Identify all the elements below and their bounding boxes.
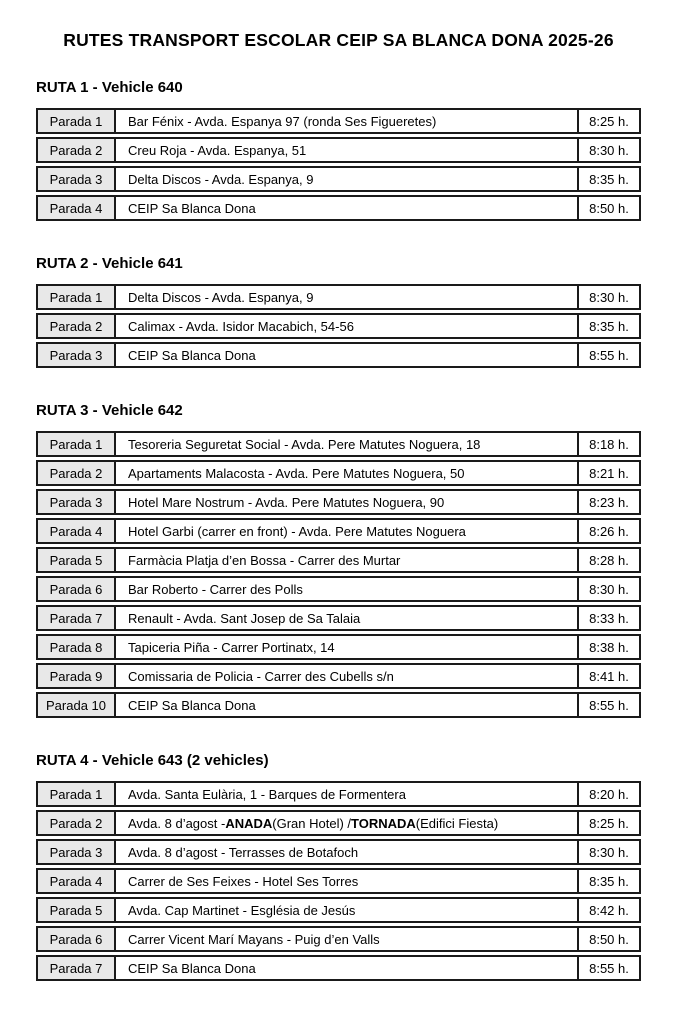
text-segment: Carrer de Ses Feixes - Hotel Ses Torres	[128, 873, 359, 889]
stop-time: 8:21 h.	[577, 462, 639, 484]
text-segment: Renault - Avda. Sant Josep de Sa Talaia	[128, 610, 361, 626]
text-segment: Bar Roberto - Carrer des Polls	[128, 581, 303, 597]
stop-description	[116, 928, 577, 950]
stop-row	[36, 547, 641, 573]
stop-label: Parada 2	[38, 812, 116, 834]
stop-row	[36, 955, 641, 981]
stop-label: Parada 7	[38, 957, 116, 979]
stop-description	[116, 286, 577, 308]
text-segment: (Gran Hotel) /	[272, 815, 352, 831]
stop-label: Parada 3	[38, 841, 116, 863]
stop-label: Parada 1	[38, 433, 116, 455]
text-segment: CEIP Sa Blanca Dona	[128, 960, 256, 976]
stop-row	[36, 518, 641, 544]
stop-label: Parada 1	[38, 110, 116, 132]
stop-time: 8:50 h.	[577, 197, 639, 219]
text-segment: Carrer Vicent Marí Mayans - Puig d’en Valls	[128, 931, 380, 947]
stop-time: 8:18 h.	[577, 433, 639, 455]
stop-description	[116, 841, 577, 863]
stop-label: Parada 3	[38, 168, 116, 190]
stop-time: 8:30 h.	[577, 286, 639, 308]
text-segment: Farmàcia Platja d’en Bossa - Carrer des Murtar	[128, 552, 401, 568]
text-segment: CEIP Sa Blanca Dona	[128, 200, 256, 216]
route-heading: RUTA 3 - Vehicle 642	[36, 402, 183, 419]
stop-time: 8:30 h.	[577, 841, 639, 863]
text-segment: (Edifici Fiesta)	[415, 815, 499, 831]
stop-label: Parada 5	[38, 899, 116, 921]
stop-description	[116, 636, 577, 658]
text-segment: Hotel Garbi (carrer en front) - Avda. Pere Matutes Noguera	[128, 523, 466, 539]
stop-row	[36, 460, 641, 486]
route-heading: RUTA 1 - Vehicle 640	[36, 79, 183, 96]
stop-time: 8:41 h.	[577, 665, 639, 687]
stop-time: 8:35 h.	[577, 315, 639, 337]
stop-row	[36, 634, 641, 660]
text-segment: Avda. 8 d’agost -	[128, 815, 226, 831]
text-segment: Avda. Cap Martinet - Església de Jesús	[128, 902, 356, 918]
stop-description	[116, 607, 577, 629]
stop-label: Parada 10	[38, 694, 116, 716]
stop-time: 8:20 h.	[577, 783, 639, 805]
stop-row	[36, 431, 641, 457]
stop-description	[116, 197, 577, 219]
text-segment: Tapiceria Piña - Carrer Portinatx, 14	[128, 639, 335, 655]
route-section	[36, 402, 641, 718]
text-segment: Apartaments Malacosta - Avda. Pere Matutes Noguera, 50	[128, 465, 465, 481]
stop-description	[116, 491, 577, 513]
stop-time: 8:30 h.	[577, 578, 639, 600]
stop-time: 8:55 h.	[577, 694, 639, 716]
stop-row	[36, 137, 641, 163]
stop-row	[36, 342, 641, 368]
stop-row	[36, 576, 641, 602]
stop-description	[116, 957, 577, 979]
stop-row	[36, 313, 641, 339]
stop-row	[36, 897, 641, 923]
stop-row	[36, 663, 641, 689]
text-segment: Avda. 8 d’agost - Terrasses de Botafoch	[128, 844, 359, 860]
stop-time: 8:55 h.	[577, 957, 639, 979]
stop-time: 8:55 h.	[577, 344, 639, 366]
text-segment: Avda. Santa Eulària, 1 - Barques de Formentera	[128, 786, 406, 802]
stop-label: Parada 4	[38, 520, 116, 542]
text-segment: Delta Discos - Avda. Espanya, 9	[128, 171, 314, 187]
bold-text: TORNADA	[351, 815, 416, 831]
stop-row	[36, 195, 641, 221]
stop-label: Parada 3	[38, 344, 116, 366]
stop-description	[116, 110, 577, 132]
stop-label: Parada 6	[38, 928, 116, 950]
stop-label: Parada 4	[38, 197, 116, 219]
route-table	[36, 108, 641, 221]
text-segment: Bar Fénix - Avda. Espanya 97 (ronda Ses Figueretes)	[128, 113, 437, 129]
stop-label: Parada 3	[38, 491, 116, 513]
stop-row	[36, 839, 641, 865]
stop-description	[116, 139, 577, 161]
stop-description	[116, 549, 577, 571]
stop-time: 8:33 h.	[577, 607, 639, 629]
text-segment: Creu Roja - Avda. Espanya, 51	[128, 142, 307, 158]
page-title: RUTES TRANSPORT ESCOLAR CEIP SA BLANCA DONA 2025-26	[63, 30, 614, 50]
route-section	[36, 752, 641, 981]
stop-time: 8:23 h.	[577, 491, 639, 513]
stop-row	[36, 810, 641, 836]
stop-label: Parada 2	[38, 315, 116, 337]
stop-row	[36, 108, 641, 134]
stop-time: 8:25 h.	[577, 110, 639, 132]
stop-description	[116, 694, 577, 716]
stop-row	[36, 605, 641, 631]
stop-label: Parada 5	[38, 549, 116, 571]
route-table	[36, 781, 641, 981]
stop-label: Parada 7	[38, 607, 116, 629]
stop-description	[116, 315, 577, 337]
stop-description	[116, 462, 577, 484]
stop-description	[116, 665, 577, 687]
stop-time: 8:35 h.	[577, 870, 639, 892]
stop-row	[36, 868, 641, 894]
stop-label: Parada 1	[38, 286, 116, 308]
stop-description	[116, 168, 577, 190]
routes	[36, 79, 641, 981]
stop-description	[116, 812, 577, 834]
text-segment: Hotel Mare Nostrum - Avda. Pere Matutes Noguera, 90	[128, 494, 445, 510]
stop-description	[116, 870, 577, 892]
text-segment: Comissaria de Policia - Carrer des Cubells s/n	[128, 668, 394, 684]
stop-row	[36, 926, 641, 952]
stop-label: Parada 2	[38, 139, 116, 161]
stop-row	[36, 166, 641, 192]
route-section	[36, 255, 641, 368]
route-heading: RUTA 2 - Vehicle 641	[36, 255, 183, 272]
stop-time: 8:42 h.	[577, 899, 639, 921]
stop-description	[116, 783, 577, 805]
stop-row	[36, 489, 641, 515]
stop-row	[36, 692, 641, 718]
stop-time: 8:28 h.	[577, 549, 639, 571]
text-segment: CEIP Sa Blanca Dona	[128, 347, 256, 363]
stop-description	[116, 899, 577, 921]
text-segment: Delta Discos - Avda. Espanya, 9	[128, 289, 314, 305]
stop-label: Parada 4	[38, 870, 116, 892]
text-segment: CEIP Sa Blanca Dona	[128, 697, 256, 713]
stop-label: Parada 6	[38, 578, 116, 600]
stop-label: Parada 2	[38, 462, 116, 484]
stop-time: 8:38 h.	[577, 636, 639, 658]
route-table	[36, 431, 641, 718]
stop-label: Parada 9	[38, 665, 116, 687]
stop-time: 8:25 h.	[577, 812, 639, 834]
route-section	[36, 79, 641, 221]
stop-time: 8:26 h.	[577, 520, 639, 542]
stop-description	[116, 344, 577, 366]
bold-text: ANADA	[225, 815, 273, 831]
stop-time: 8:30 h.	[577, 139, 639, 161]
text-segment: Tesoreria Seguretat Social - Avda. Pere Matutes Noguera, 18	[128, 436, 481, 452]
stop-time: 8:50 h.	[577, 928, 639, 950]
route-heading: RUTA 4 - Vehicle 643 (2 vehicles)	[36, 752, 269, 769]
stop-label: Parada 8	[38, 636, 116, 658]
stop-row	[36, 284, 641, 310]
stop-label: Parada 1	[38, 783, 116, 805]
stop-row	[36, 781, 641, 807]
stop-time: 8:35 h.	[577, 168, 639, 190]
text-segment: Calimax - Avda. Isidor Macabich, 54-56	[128, 318, 354, 334]
stop-description	[116, 520, 577, 542]
stop-description	[116, 578, 577, 600]
stop-description	[116, 433, 577, 455]
route-table	[36, 284, 641, 368]
